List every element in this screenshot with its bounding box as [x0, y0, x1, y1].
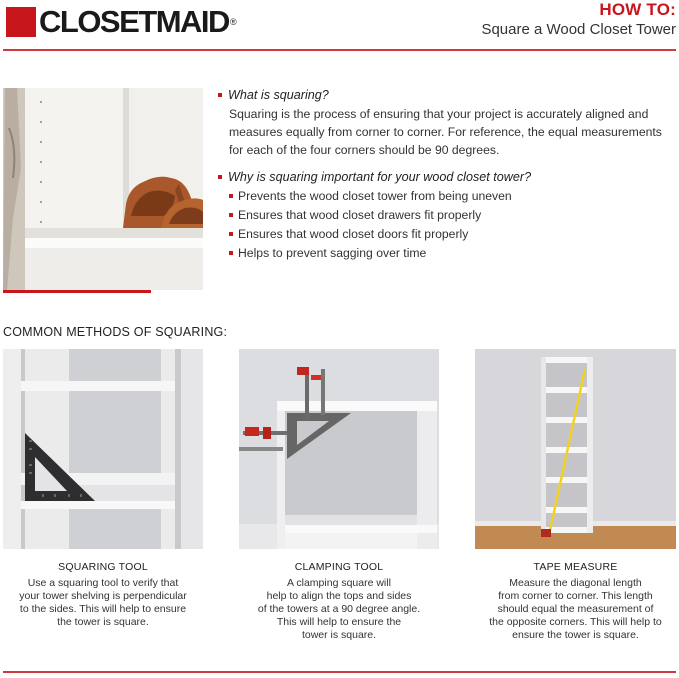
- reason-item: Ensures that wood closet drawers fit properly: [218, 206, 676, 224]
- logo-red-square: [6, 7, 36, 37]
- bullet-square-icon: [229, 251, 233, 255]
- bullet-square-icon: [229, 232, 233, 236]
- page-subtitle: Square a Wood Closet Tower: [481, 21, 676, 38]
- method-label-tape-measure: TAPE MEASURE: [533, 561, 618, 573]
- page-header: [0, 0, 679, 52]
- howto-heading: HOW TO:: [599, 0, 676, 19]
- bullet-square-icon: [229, 194, 233, 198]
- reason-item: Helps to prevent sagging over time: [218, 244, 676, 262]
- clamping-tool-photo: [239, 349, 439, 549]
- intro-photo-shoes-on-shelf: [3, 88, 203, 290]
- method-label-clamping-tool: CLAMPING TOOL: [294, 561, 384, 573]
- reason-item: Prevents the wood closet tower from being uneven: [218, 187, 676, 205]
- question-why-squaring: Why is squaring important for your wood closet tower?: [218, 168, 676, 186]
- bullet-square-icon: [218, 175, 222, 179]
- method-desc-squaring-tool: Use a squaring tool to verify that your tower shelving is perpendicular to the sides. This will help to ensure the tower is square.: [19, 577, 187, 628]
- question-what-is-squaring: What is squaring?: [218, 86, 676, 104]
- registered-mark: ®: [229, 17, 237, 27]
- intro-accent-bar: [3, 290, 151, 293]
- reason-item: Ensures that wood closet doors fit properly: [218, 225, 676, 243]
- methods-heading: COMMON METHODS OF SQUARING:: [3, 325, 228, 339]
- bullet-square-icon: [229, 213, 233, 217]
- intro-text: [218, 86, 676, 262]
- method-desc-tape-measure: Measure the diagonal length from corner to corner. This length should equal the measurement of the opposite corners. This will help to ensure the tower is square.: [489, 577, 662, 641]
- squaring-tool-photo: [3, 349, 203, 549]
- footer-divider: [3, 671, 676, 673]
- logo-wordmark: CLOSETMAID: [39, 4, 229, 39]
- definition-paragraph: Squaring is the process of ensuring that your project is accurately aligned and measures equally from corner to corner. For reference, the equal measurements for each of the four corners should be 90 degrees.: [229, 107, 662, 157]
- tape-measure-photo: [475, 349, 676, 549]
- method-label-squaring-tool: SQUARING TOOL: [58, 561, 148, 573]
- bullet-square-icon: [218, 93, 222, 97]
- closetmaid-logo: [6, 4, 237, 40]
- header-divider: [3, 49, 676, 51]
- method-desc-clamping-tool: A clamping square will help to align the tops and sides of the towers at a 90 degree angle. This will help to ensure the tower is square.: [257, 577, 421, 641]
